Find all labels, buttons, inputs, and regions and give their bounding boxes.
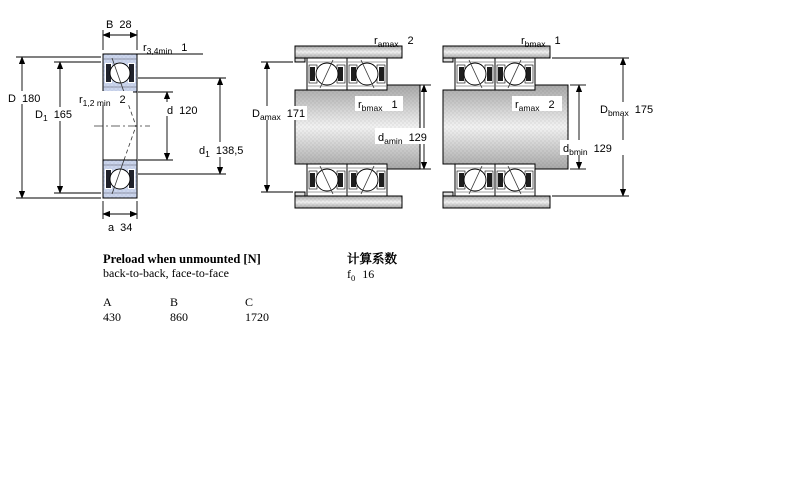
preload-col-C: C — [245, 295, 254, 309]
dim-label-r12: $r_{1,2 min}$ 2 — [79, 94, 126, 108]
preload-title: Preload when unmounted [N] — [103, 252, 261, 266]
calculation-factors-section — [347, 251, 398, 283]
calc-title: 计算系数 — [347, 252, 398, 266]
dim-label-Dbmax: $D_{bmax}$ 175 — [600, 104, 654, 118]
bearing-unit — [455, 58, 495, 90]
dim-label-dbmin: $d_{bmin}$ 129 — [563, 143, 612, 157]
preload-value-C: 1720 — [245, 310, 269, 324]
contact-angle-line — [124, 126, 136, 160]
bearing-unit — [347, 58, 387, 90]
dim-label-damin: $d_{amin}$ 129 — [378, 132, 427, 146]
preload-value-B: 860 — [170, 310, 188, 324]
dim-label-r34: $r_{3,4min}$ 1 — [143, 42, 188, 56]
dim-label-D: D 180 — [8, 93, 41, 105]
calc-f0: $f_0$ 16 — [347, 267, 375, 283]
bearing-cross-section-diagram — [5, 19, 249, 234]
dim-label-D1: $D_1$ 165 — [35, 109, 73, 123]
bearing-upper-half — [103, 54, 137, 92]
bearing-unit — [455, 164, 495, 196]
preload-col-B: B — [170, 295, 179, 309]
dim-label-B: B 28 — [106, 19, 132, 31]
bearing-unit — [347, 164, 387, 196]
dim-label-a: a 34 — [108, 222, 133, 234]
preload-subtitle: back-to-back, face-to-face — [103, 266, 229, 280]
dim-label-Damax: $D_{amax}$ 171 — [252, 108, 306, 122]
bearing-unit — [307, 58, 347, 90]
arrangement-b-diagram — [443, 35, 659, 208]
dim-label-rbmax: $r_{bmax}$ 1 — [521, 35, 561, 49]
dim-label-d: d 120 — [167, 105, 198, 117]
arrangement-a-diagram — [249, 35, 455, 208]
dim-label-rbmax: $r_{bmax}$ 1 — [358, 99, 398, 113]
bearing-unit — [495, 164, 535, 196]
dim-label-ramax: $r_{amax}$ 2 — [515, 99, 555, 113]
preload-section — [103, 252, 269, 324]
bearing-unit — [495, 58, 535, 90]
bearing-lower-half — [103, 160, 137, 198]
preload-col-A: A — [103, 295, 112, 309]
dim-label-d1: $d_1$ 138,5 — [199, 145, 244, 159]
bearing-unit — [307, 164, 347, 196]
dim-label-ramax: $r_{amax}$ 2 — [374, 35, 414, 49]
preload-value-A: 430 — [103, 310, 121, 324]
